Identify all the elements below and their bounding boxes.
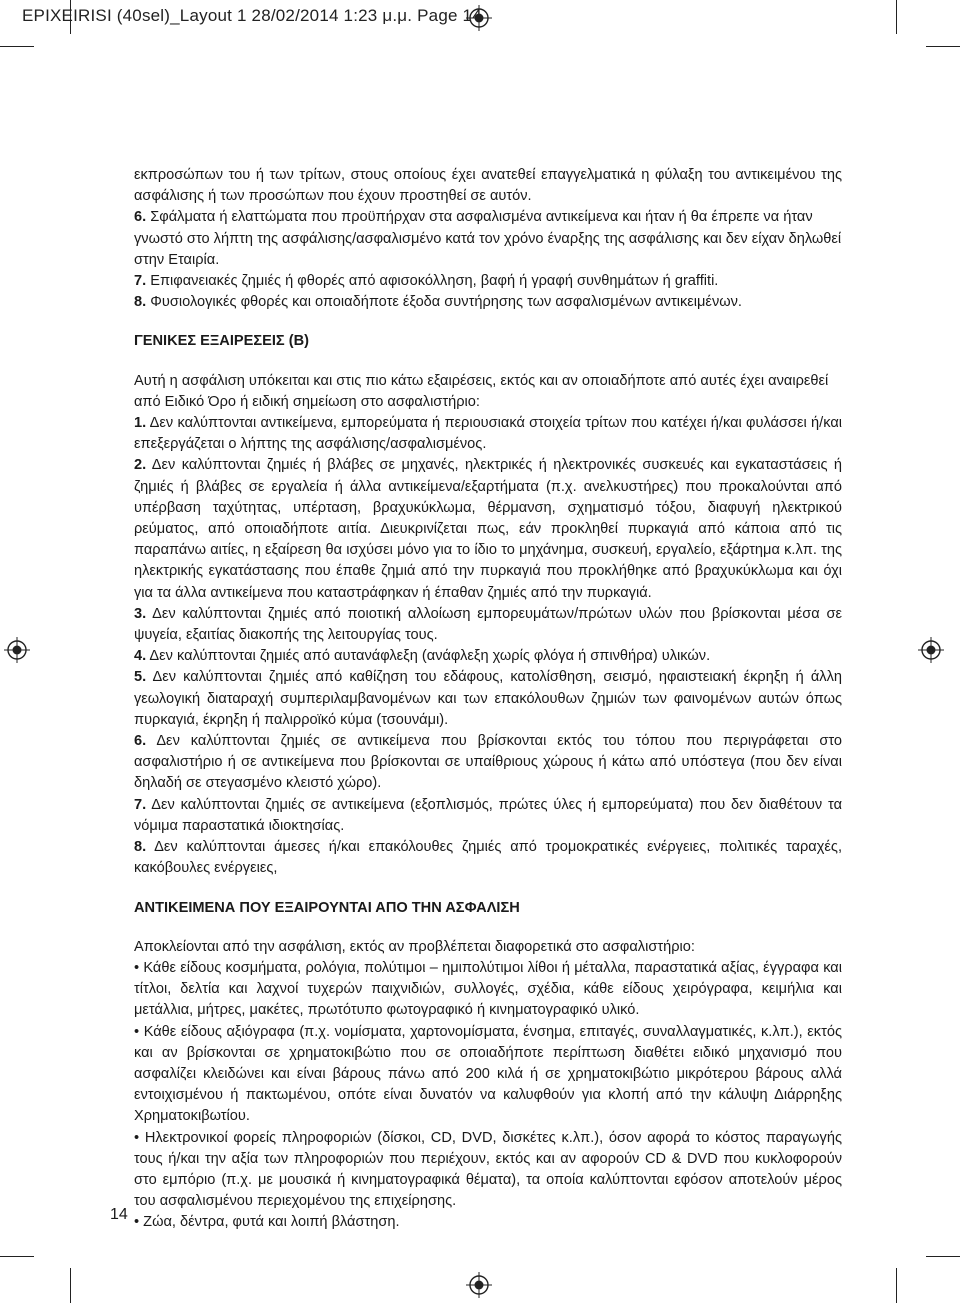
item-number: 7. — [134, 273, 147, 290]
document-body — [134, 165, 842, 1234]
item-number: 3. — [134, 605, 147, 622]
item-number: 6. — [134, 209, 147, 226]
crop-mark — [0, 1256, 34, 1257]
item-number: 2. — [134, 457, 147, 474]
page-number: 14 — [110, 1206, 128, 1223]
item-text: Επιφανειακές ζημιές ή φθορές από αφισοκόλληση, βαφή ή γραφή συνθημάτων ή graffiti. — [150, 273, 719, 290]
item-number: 4. — [134, 648, 147, 665]
list-item — [134, 207, 842, 271]
crop-mark — [926, 1256, 960, 1257]
crop-mark — [926, 46, 960, 47]
print-slug: EPIXEIRISI (40sel)_Layout 1 28/02/2014 1:23 μ.μ. Page 14 — [22, 6, 482, 25]
item-number: 6. — [134, 733, 147, 750]
list-item — [134, 455, 842, 603]
list-item — [134, 731, 842, 795]
list-item — [134, 413, 842, 455]
item-text: Δεν καλύπτονται ζημιές από ποιοτική αλλοίωση εμπορευμάτων/πρώτων υλών που βρίσκονται μέσα σε ψυγεία, εξαιτίας διακοπής της λειτουργίας τους. — [134, 605, 842, 644]
registration-mark-icon — [466, 1272, 492, 1298]
list-item — [134, 271, 842, 292]
bullet-item: • Ηλεκτρονικοί φορείς πληροφοριών (δίσκοι, CD, DVD, δισκέτες κ.λπ.), όσον αφορά το κόστος παραγωγής τους ή/και την αξία των πληροφοριών που περιέχουν, εκτός και αν αφορούν CD & DVD που κυκλοφορούν στο εμπόριο (π.χ. με μουσικά ή κινηματογραφικά θέματα), τα οποία καλύπτονται εφόσον αποτελούν μέρος του ασφαλισμένου περιεχομένου της επιχείρησης. — [134, 1129, 842, 1210]
list-item — [134, 795, 842, 837]
registration-mark-icon — [4, 637, 30, 663]
bullet-item: • Ζώα, δέντρα, φυτά και λοιπή βλάστηση. — [134, 1214, 400, 1231]
list-item — [134, 646, 842, 667]
item-text: Δεν καλύπτονται άμεσες ή/και επακόλουθες ζημιές από τρομοκρατικές ενέργειες, πολιτικές ταραχές, κακόβουλες ενέργειες, — [134, 839, 842, 877]
crop-mark — [0, 46, 34, 47]
section-heading: ΑΝΤΙΚΕΙΜΕΝΑ ΠΟΥ ΕΞΑΙΡΟΥΝΤΑΙ ΑΠΟ ΤΗΝ ΑΣΦΑΛΙΣΗ — [134, 899, 520, 916]
item-text: Δεν καλύπτονται ζημιές σε αντικείμενα (εξοπλισμός, πρώτες ύλες ή εμπορεύματα) που δεν διαθέτουν τα νόμιμα παραστατικά ιδιοκτησίας. — [134, 796, 843, 834]
item-text: Σφάλματα ή ελαττώματα που προϋπήρχαν στα ασφαλισμένα αντικείμενα και ήταν ή θα έπρεπε να ήταν γνωστό στο λήπτη της ασφάλισης/ασφαλισμένο κατά τον χρόνο έναρξης της ασφάλισης και δεν είχαν δηλωθεί στην Εταιρία. — [134, 209, 842, 268]
item-number: 5. — [134, 669, 147, 686]
bullet-item: • Κάθε είδους κοσμήματα, ρολόγια, πολύτιμοι – ημιπολύτιμοι λίθοι ή μέταλλα, παραστατικά αξίας, έγγραφα και τίτλοι, δελτία και λαχνοί τυχερών παιχνιδιών, συλλογές, σχέδια, κάθε είδους χειρόγραφα, κειμήλια και μετάλλια, μήτρες, μακέτες, πρωτότυπο φωτογραφικό ή κινηματογραφικό υλικό. — [134, 959, 842, 1019]
item-number: 1. — [134, 415, 147, 432]
list-item — [134, 667, 842, 731]
item-number: 8. — [134, 839, 147, 856]
paragraph: Αυτή η ασφάλιση υπόκειται και στις πιο κάτω εξαιρέσεις, εκτός και αν οποιαδήποτε από αυτές έχει αναιρεθεί από Ειδικό Όρο ή ειδική σημείωση στο ασφαλιστήριο: — [134, 372, 829, 410]
item-number: 7. — [134, 796, 147, 813]
item-text: Δεν καλύπτονται ζημιές σε αντικείμενα που βρίσκονται εκτός του τόπου που περιγράφεται στο ασφαλιστήριο ή σε αντικείμενα που βρίσκονται σε υπαίθριους χώρους ή κάτω από υπόστεγα (που δεν είναι δηλαδή σε στεγασμένο κλειστό χώρο). — [134, 733, 843, 792]
item-number: 8. — [134, 294, 147, 311]
crop-mark — [896, 0, 897, 34]
crop-mark — [896, 1268, 897, 1303]
crop-mark — [70, 1268, 71, 1303]
item-text: Δεν καλύπτονται αντικείμενα, εμπορεύματα ή περιουσιακά στοιχεία τρίτων που κατέχει ή/και φυλάσσει ή/και επεξεργάζεται ο λήπτης της ασφάλισης/ασφαλισμένος. — [134, 415, 842, 453]
item-text: Δεν καλύπτονται ζημιές από καθίζηση του εδάφους, κατολίσθηση, σεισμό, ηφαιστειακή έκρηξη ή άλλη γεωλογική διαταραχή συμπεριλαμβανομένων και των επακόλουθων ζημιών των φαινομένων αυτών όπως πυρκαγιά, έκρηξη ή παλιρροϊκό κύμα (τσουνάμι). — [134, 669, 842, 728]
paragraph: εκπροσώπων του ή των τρίτων, στους οποίους έχει ανατεθεί επαγγελματικά η φύλαξη του αντικειμένου της ασφάλισης ή των προσώπων που έχουν προστηθεί σε αυτόν. — [134, 167, 842, 205]
registration-mark-icon — [918, 637, 944, 663]
bullet-item: • Κάθε είδους αξιόγραφα (π.χ. νομίσματα, χαρτονομίσματα, ένσημα, επιταγές, συναλλαγματικές, κ.λπ.), εκτός και αν βρίσκονται σε χρηματοκιβώτιο που σε οποιαδήποτε περίπτωση διαθέτει ειδικό μηχανισμό που ασφαλίζει κλειδώνει και είναι βάρους πάνω από 200 κιλά ή σε χρηματοκιβώτιο μικρότερου βάρους αλλά εντοιχισμένου ή πακτωμένου, οπότε είναι δυνατόν να καλυφθούν για κλοπή από την κάλυψη Διάρρηξης Χρηματοκιβωτίου. — [134, 1023, 842, 1125]
section-heading: ΓΕΝΙΚΕΣ ΕΞΑΙΡΕΣΕΙΣ (Β) — [134, 333, 309, 350]
list-item — [134, 292, 842, 313]
item-text: Δεν καλύπτονται ζημιές από αυτανάφλεξη (ανάφλεξη χωρίς φλόγα ή σπινθήρα) υλικών. — [149, 648, 711, 665]
list-item — [134, 604, 842, 646]
item-text: Δεν καλύπτονται ζημιές ή βλάβες σε μηχανές, ηλεκτρικές ή ηλεκτρονικές συσκευές και εγκαταστάσεις ή ζημιές ή βλάβες σε εργαλεία ή άλλα αντικείμενα/εξαρτήματα (π.χ. ανελκυστήρες) που προκαλούνται από υπέρβαση ταχύτητας, υπέρταση, βραχυκύκλωμα, θέρμανση, σχηματισμό τόξου, διαφυγή ηλεκτρικού ρεύματος, από οποιαδήποτε αιτία. Διευκρινίζεται πως, εάν προκληθεί πυρκαγιά από κάποια από τις παραπάνω αιτίες, η εξαίρεση θα ισχύσει μόνο για το ίδιο το μηχάνημα, συσκευή, εργαλείο, εξάρτημα κ.λπ. της ηλεκτρικής εγκατάστασης που έπαθε ζημιά από την πυρκαγιά που προκλήθηκε από βραχυκύκλωμα και όχι για τα άλλα αντικείμενα που καταστράφηκαν ή έπαθαν ζημιές από την πυρκαγιά. — [134, 457, 843, 601]
item-text: Φυσιολογικές φθορές και οποιαδήποτε έξοδα συντήρησης των ασφαλισμένων αντικειμένων. — [150, 294, 742, 311]
paragraph: Αποκλείονται από την ασφάλιση, εκτός αν προβλέπεται διαφορετικά στο ασφαλιστήριο: — [134, 938, 695, 955]
list-item — [134, 837, 842, 879]
